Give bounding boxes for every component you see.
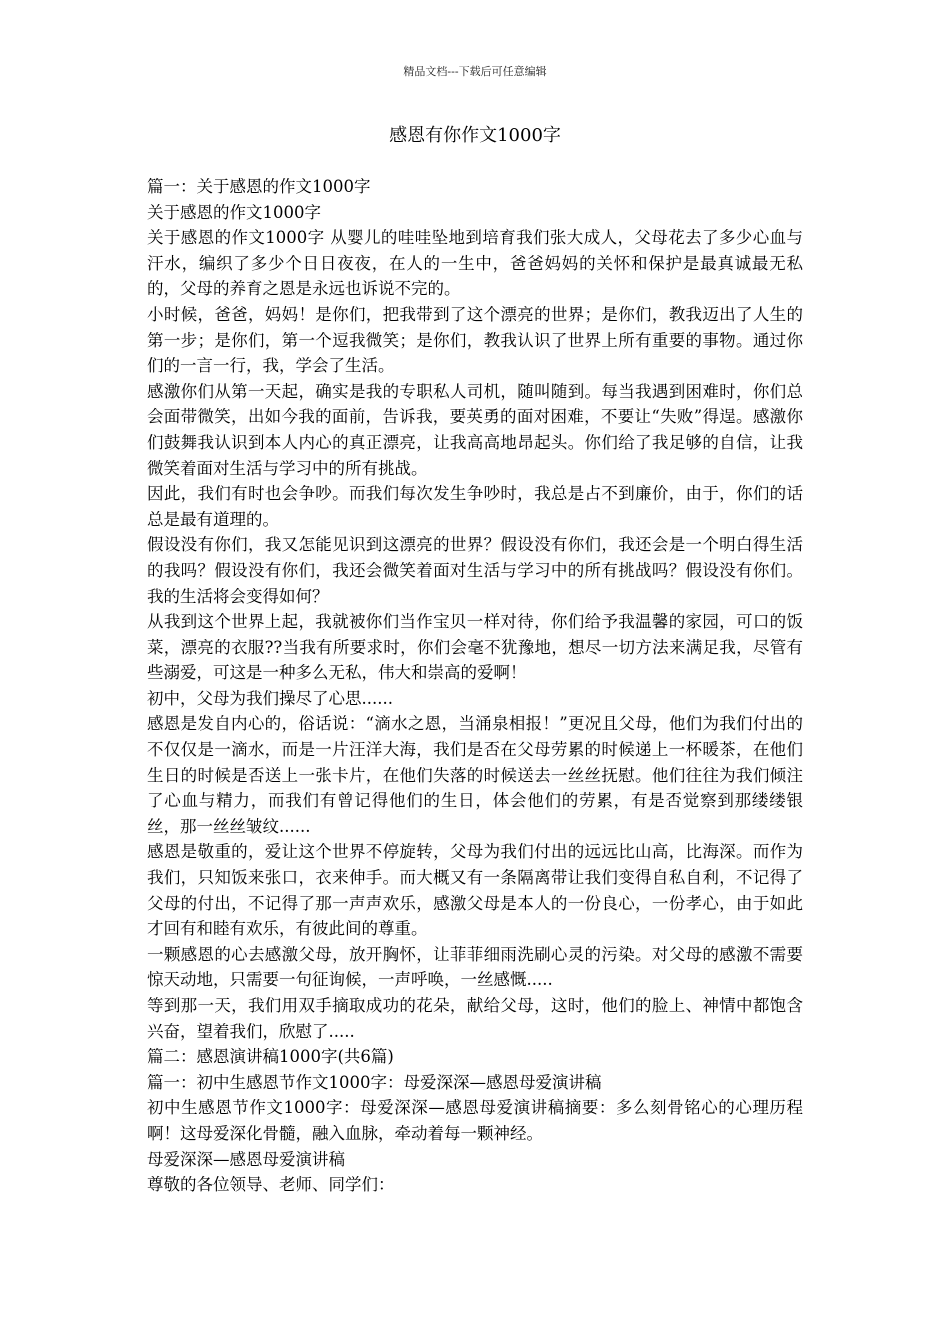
paragraph: 因此，我们有时也会争吵。而我们每次发生争吵时，我总是占不到廉价，由于，你们的话总是最有道理的。	[147, 484, 803, 529]
article-title: 篇一：初中生感恩节作文1000字：母爱深深—感恩母爱演讲稿	[147, 1072, 602, 1092]
article-title: 母爱深深—感恩母爱演讲稿	[147, 1149, 345, 1169]
paragraph: 一颗感恩的心去感激父母，放开胸怀，让菲菲细雨洗刷心灵的污染。对父母的感激不需要惊天动地，只需要一句征询候，一声呼唤，一丝感慨.....	[147, 944, 803, 990]
paragraph: 从我到这个世界上起，我就被你们当作宝贝一样对待，你们给予我温馨的家园，可口的饭菜，漂亮的衣服??当我有所要求时，你们会毫不犹豫地，想尽一切方法来满足我，尽管有些溺爱，可这是一种多么无私，伟大和崇高的爱啊！	[147, 612, 803, 683]
document-body	[147, 174, 803, 1198]
paragraph: 感激你们从第一天起，确实是我的专职私人司机，随叫随到。每当我遇到困难时，你们总会面带微笑，出如今我的面前，告诉我，要英勇的面对困难，不要让“失败”得逞。感激你们鼓舞我认识到本人内心的真正漂亮，让我高高地昂起头。你们给了我足够的自信，让我微笑着面对生活与学习中的所有挑战。	[147, 381, 803, 478]
paragraph: 等到那一天，我们用双手摘取成功的花朵，献给父母，这时，他们的脸上、神情中都饱含兴奋，望着我们，欣慰了.....	[147, 996, 803, 1041]
paragraph: 感恩是敬重的，爱让这个世界不停旋转，父母为我们付出的远远比山高，比海深。而作为我们，只知饭来张口，衣来伸手。而大概又有一条隔离带让我们变得自私自利，不记得了父母的付出，不记得了那一声声欢乐，感激父母是本人的一份良心，一份孝心，由于如此才回有和睦有欢乐，有彼此间的尊重。	[147, 842, 803, 939]
paragraph: 初中，父母为我们操尽了心思......	[147, 688, 393, 708]
article-title: 关于感恩的作文1000字	[147, 202, 321, 222]
paragraph: 假设没有你们，我又怎能见识到这漂亮的世界？假设没有你们，我还会是一个明白得生活的我吗？假设没有你们，我还会微笑着面对生活与学习中的所有挑战吗？假设没有你们。我的生活将会变得如何？	[147, 535, 803, 606]
header-note: 精品文档---下载后可任意编辑	[403, 65, 547, 78]
paragraph: 小时候，爸爸，妈妈！是你们，把我带到了这个漂亮的世界；是你们，教我迈出了人生的第一步；是你们，第一个逗我微笑；是你们，教我认识了世界上所有重要的事物。通过你们的一言一行，我，学会了生活。	[147, 304, 803, 376]
salutation: 尊敬的各位领导、老师、同学们：	[147, 1175, 395, 1195]
paragraph: 关于感恩的作文1000字 从婴儿的哇哇坠地到培育我们张大成人，父母花去了多少心血与汗水，编织了多少个日日夜夜，在人的一生中，爸爸妈妈的关怀和保护是最真诚最无私的，父母的养育之恩是永远也诉说不完的。	[147, 228, 803, 299]
paragraph: 初中生感恩节作文1000字：母爱深深—感恩母爱演讲稿摘要：多么刻骨铭心的心理历程啊！这母爱深化骨髓，融入血脉，牵动着每一颗神经。	[147, 1098, 803, 1143]
document-title: 感恩有你作文1000字	[389, 125, 561, 146]
section-heading: 篇二：感恩演讲稿1000字(共6篇)	[147, 1047, 394, 1067]
paragraph: 感恩是发自内心的，俗话说：“滴水之恩，当涌泉相报！”更况且父母，他们为我们付出的不仅仅是一滴水，而是一片汪洋大海，我们是否在父母劳累的时候递上一杯暖茶，在他们生日的时候是否送上一张卡片，在他们失落的时候送去一丝丝抚慰。他们往往为我们倾注了心血与精力，而我们有曾记得他们的生日，体会他们的劳累，有是否觉察到那缕缕银丝，那一丝丝皱纹......	[147, 714, 803, 836]
section-heading: 篇一：关于感恩的作文1000字	[147, 177, 371, 196]
